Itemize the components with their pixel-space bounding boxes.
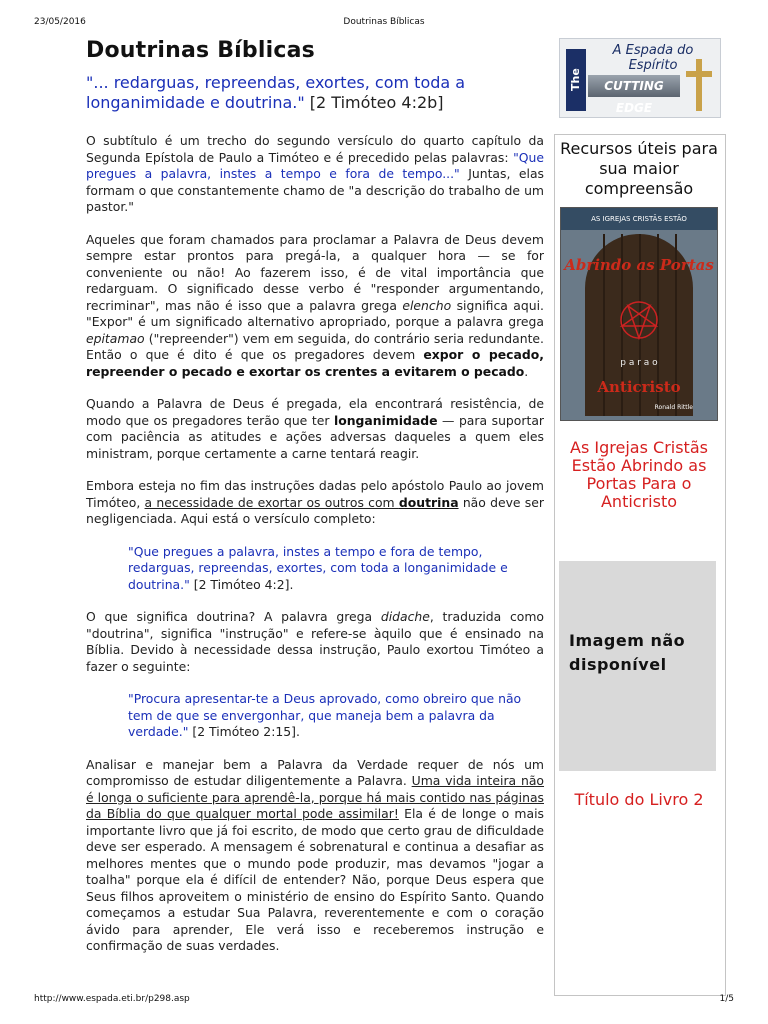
paragraph-6: Analisar e manejar bem a Palavra da Verdade requer de nós um compromisso de estudar diligentemente a Palavra. Uma vida inteira não é longa o suficiente para aprendê-la, porque há mais contido nas páginas da Bíblia do que qualquer mortal pode assimilar! Ela é de longe o mais importante livro que já foi escrito, de modo que certo grau de dificuldade deve ser esperado. A mensagem é sobrenatural e continua a desafiar as melhores mentes que o mundo pode produzir, mas devamos "jogar a toalha" porque ela é difícil de entender? Não, porque Deus espera que Seus filhos aproveitem o ministério de ensino do Espírito Santo. Quando começamos a estudar Sua Palavra, reverentemente e com o coração ávido para aprender, Ele verá isso e receberemos instrução e confirmação de suas verdades. xyxy=(86,756,545,953)
block-quote-1: "Que pregues a palavra, instes a tempo e fora de tempo, redarguas, repreendas, exortes, com toda a longanimidade e doutrina." [2 Timóteo 4:2]. xyxy=(128,543,508,592)
subtitle-ref: [2 Timóteo 4:2b] xyxy=(309,93,444,112)
site-logo[interactable] xyxy=(559,38,721,118)
no-image-text: Imagem não disponível xyxy=(569,631,686,674)
subtitle-quote: "... redarguas, repreendas, exortes, com toda a longanimidade e doutrina." xyxy=(86,73,466,112)
book-cover-1[interactable]: AS IGREJAS CRISTÃS ESTÃO Abrindo as Portas p a r a o Anticristo Ronald Rittle xyxy=(560,207,718,421)
print-header xyxy=(0,17,768,31)
pentagram-icon xyxy=(619,300,659,340)
paragraph-4: Embora esteja no fim das instruções dadas pelo apóstolo Paulo ao jovem Timóteo, a necessidade de exortar os outros com doutrina não deve ser negligenciada. Aqui está o versículo completo: xyxy=(86,478,544,526)
cross-icon xyxy=(686,59,712,111)
print-date: 23/05/2016 xyxy=(34,17,86,27)
logo-title: A Espada do Espírito xyxy=(612,43,694,73)
book-1-link[interactable]: As Igrejas Cristãs Estão Abrindo as Portas Para o Anticristo xyxy=(570,438,708,511)
paragraph-5: O que significa doutrina? A palavra grega didache, traduzida como "doutrina", significa "instrução" e refere-se àquilo que é ensinado na Bíblia. Devido à necessidade dessa instrução, Paulo exortou Timóteo a fazer o seguinte: xyxy=(86,609,544,674)
print-url: http://www.espada.eti.br/p298.asp xyxy=(34,994,190,1004)
logo-ribbon: The xyxy=(566,49,586,111)
image-placeholder xyxy=(559,561,716,771)
resources-panel xyxy=(554,134,726,996)
subtitle xyxy=(86,73,544,113)
print-title: Doutrinas Bíblicas xyxy=(343,17,425,27)
panel-title: Recursos úteis para sua maior compreensão xyxy=(560,139,718,198)
paragraph-1: O subtítulo é um trecho do segundo versículo do quarto capítulo da Segunda Epístola de Paulo a Timóteo e é precedido pelas palavras: "Que pregues a palavra, instes a tempo e fora de tempo..." Juntas, elas formam o que constantemente chamo de "a descrição do trabalho de um pastor." xyxy=(86,133,544,214)
book-2-link[interactable]: Título do Livro 2 xyxy=(574,790,704,809)
block-quote-2: "Procura apresentar-te a Deus aprovado, como obreiro que não tem de que se envergonhar, que maneja bem a palavra da verdade." [2 Timóteo 2:15]. xyxy=(128,691,522,739)
paragraph-2: Aqueles que foram chamados para proclamar a Palavra de Deus devem sempre estar prontos para pregá-la, a qualquer hora — se for conveniente ou não! Ao fazerem isso, é de vital importância que redarguam. O significado desse verbo é "responder argumentando, recriminar", mas não é isso que a palavra grega elencho significa aqui. "Expor" é um significado alternativo apropriado, porque a palavra grega epitamao ("repreender") vem em seguida, do contrário seria redundante. Então o que é dito é que os pregadores devem expor o pecado, repreender o pecado e exortar os crentes a evitarem o pecado. xyxy=(86,231,544,379)
print-footer xyxy=(0,994,768,1008)
paragraph-3: Quando a Palavra de Deus é pregada, ela encontrará resistência, de modo que os pregadores terão que ter longanimidade — para suportar com paciência as atitudes e ações adversas daqueles a quem eles ministram, porque certamente a carne tentará reagir. xyxy=(86,396,545,461)
article xyxy=(86,38,544,971)
inline-quote: "Que pregues a palavra, instes a tempo e fora de tempo..." xyxy=(86,149,544,181)
page-title: Doutrinas Bíblicas xyxy=(86,38,315,63)
logo-bar: CUTTING EDGE xyxy=(588,75,680,97)
page-number: 1/5 xyxy=(719,994,734,1004)
